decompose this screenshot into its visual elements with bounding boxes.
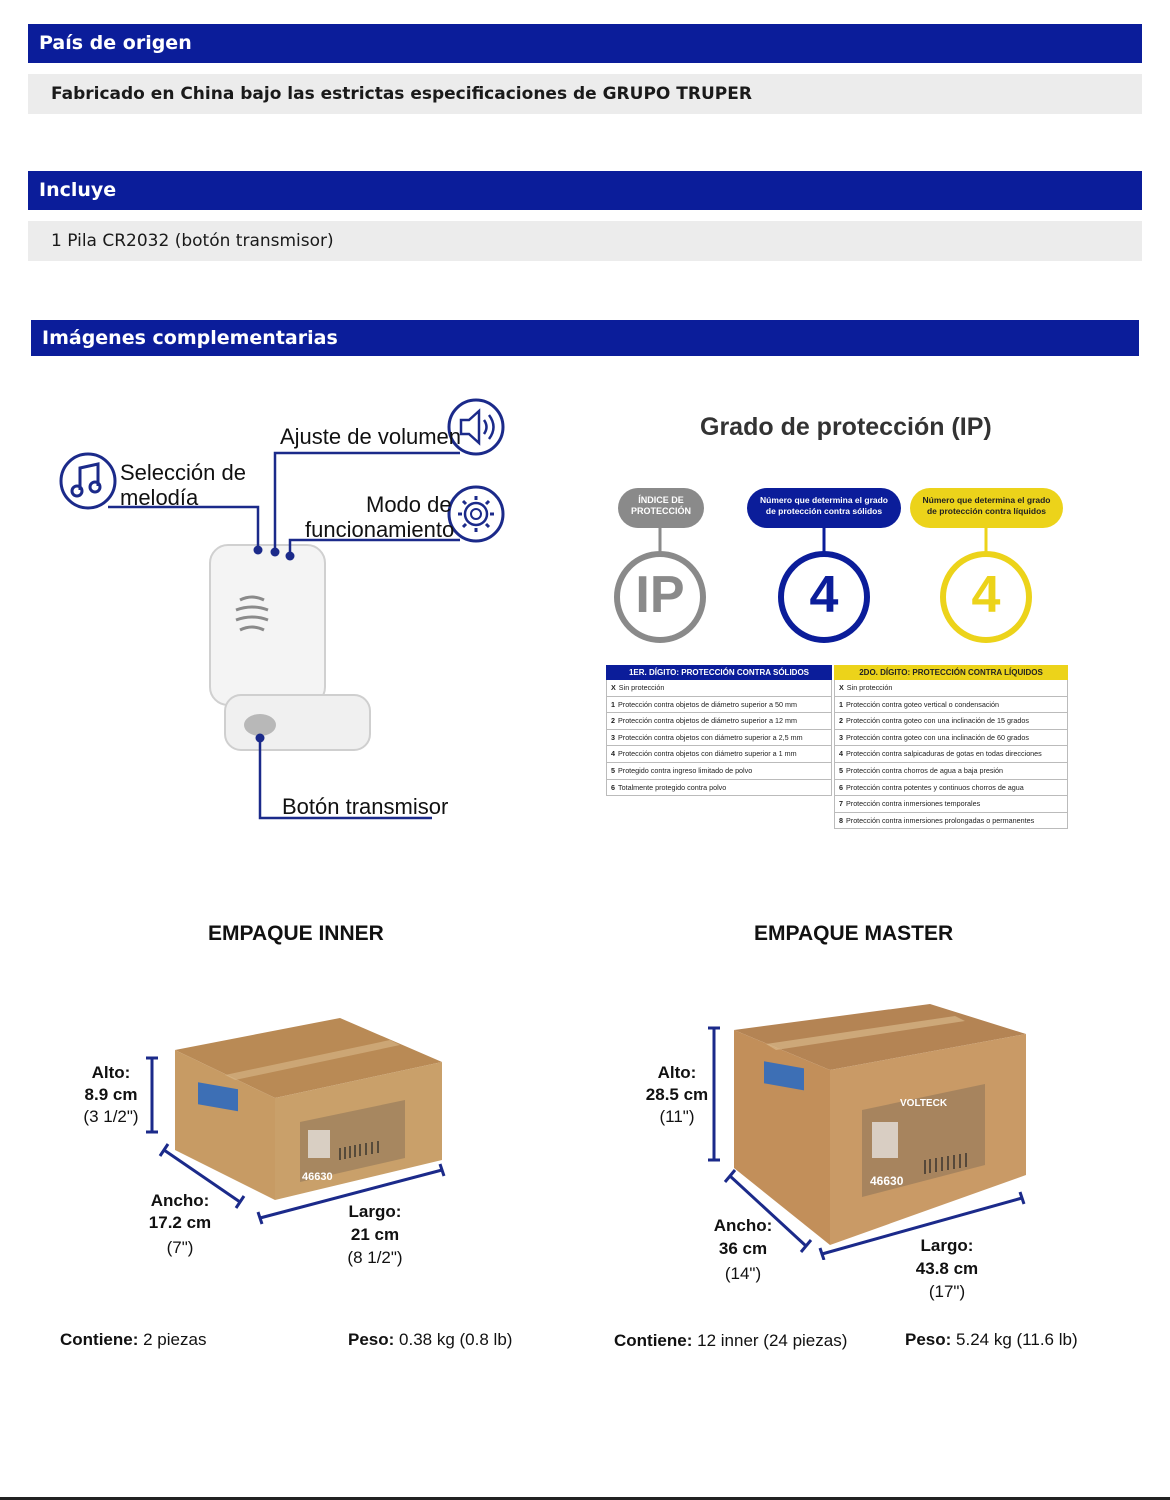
inner-peso: Peso: 0.38 kg (0.8 lb)	[348, 1330, 513, 1349]
includes-section-title: Incluye	[28, 171, 1142, 210]
liquids-row-key: 1	[839, 699, 843, 709]
liquids-row	[834, 680, 1068, 697]
origin-section-body: Fabricado en China bajo las estrictas especificaciones de GRUPO TRUPER	[28, 74, 1142, 114]
solids-row-key: 2	[611, 716, 615, 726]
liquids-row-text: Protección contra inmersiones temporales	[846, 799, 981, 809]
inner-title: EMPAQUE INNER	[208, 922, 384, 945]
ip-title: Grado de protección (IP)	[700, 413, 992, 441]
solids-row-text: Totalmente protegido contra polvo	[618, 782, 727, 792]
liquids-row	[834, 813, 1068, 830]
liquids-table	[834, 665, 1068, 829]
mode-label-line1: Modo de	[366, 492, 452, 517]
master-contiene: Contiene: 12 inner (24 piezas)	[614, 1331, 848, 1350]
solids-row-text: Protección contra objetos de diámetro superior a 12 mm	[618, 716, 797, 726]
liquids-row-text: Protección contra salpicaduras de gotas en todas direcciones	[846, 749, 1042, 759]
solids-row	[606, 746, 832, 763]
solids-row-text: Protegido contra ingreso limitado de polvo	[618, 765, 753, 775]
solids-table-header: 1ER. DÍGITO: PROTECCIÓN CONTRA SÓLIDOS	[606, 665, 832, 680]
solids-row-key: 4	[611, 749, 615, 759]
inner-alto: Alto: 8.9 cm (3 1/2")	[83, 1063, 139, 1126]
liquids-table-header: 2DO. DÍGITO: PROTECCIÓN CONTRA LÍQUIDOS	[834, 665, 1068, 680]
solids-row-text: Protección contra objetos con diámetro superior a 1 mm	[618, 749, 797, 759]
product-diagram	[40, 390, 530, 830]
images-section-title: Imágenes complementarias	[31, 320, 1139, 356]
includes-section-body: 1 Pila CR2032 (botón transmisor)	[28, 221, 1142, 261]
pill-liquids-text: Número que determina el grado de protección contra líquidos	[922, 495, 1051, 516]
liquids-row-key: 4	[839, 749, 843, 759]
melody-label-line1: Selección de	[120, 460, 246, 485]
liquids-row	[834, 796, 1068, 813]
master-box-brand: VOLTECK	[900, 1098, 948, 1109]
master-ancho: Ancho: 36 cm (14")	[713, 1216, 773, 1283]
liquids-row-text: Protección contra goteo con una inclinación de 60 grados	[846, 732, 1030, 742]
origin-section-title: País de origen	[28, 24, 1142, 63]
receiver-device	[210, 545, 325, 705]
ip-circle-text: IP	[635, 566, 685, 624]
solids-table	[606, 665, 832, 796]
solids-row	[606, 763, 832, 780]
pill-solids-text: Número que determina el grado de protección contra sólidos	[760, 495, 888, 516]
liquids-row	[834, 746, 1068, 763]
solids-row	[606, 680, 832, 697]
master-largo: Largo: 43.8 cm (17")	[915, 1236, 979, 1301]
liquids-row-key: X	[839, 683, 844, 692]
liquids-row-key: 3	[839, 732, 843, 742]
liquids-row-text: Protección contra inmersiones prolongadas o permanentes	[846, 815, 1035, 825]
transmitter-label: Botón transmisor	[282, 794, 449, 819]
mode-label-line2: funcionamiento	[305, 517, 455, 542]
liquids-row-key: 5	[839, 765, 843, 775]
master-box-code: 46630	[870, 1174, 904, 1188]
liquids-row	[834, 763, 1068, 780]
liquids-row	[834, 730, 1068, 747]
liquids-row	[834, 697, 1068, 714]
solids-row-key: 1	[611, 699, 615, 709]
solids-row-key: 6	[611, 782, 615, 792]
inner-box-code: 46630	[302, 1171, 333, 1183]
solids-circle-text: 4	[809, 566, 839, 624]
solids-row	[606, 780, 832, 797]
melody-label-line2: melodía	[120, 485, 199, 510]
solids-row	[606, 713, 832, 730]
solids-row-key: 5	[611, 765, 615, 775]
liquids-row-key: 8	[839, 815, 843, 825]
master-alto: Alto: 28.5 cm (11")	[645, 1063, 709, 1126]
master-peso: Peso: 5.24 kg (11.6 lb)	[905, 1330, 1078, 1349]
liquids-row-key: 7	[839, 799, 843, 809]
liquids-row-text: Protección contra potentes y continuos chorros de agua	[846, 782, 1024, 792]
solids-row-key: X	[611, 683, 616, 692]
liquids-row-key: 6	[839, 782, 843, 792]
inner-largo: Largo: 21 cm (8 1/2")	[347, 1202, 403, 1267]
solids-row-text: Sin protección	[618, 683, 665, 692]
liquids-circle-text: 4	[971, 566, 1001, 624]
inner-ancho: Ancho: 17.2 cm (7")	[148, 1191, 212, 1257]
solids-row	[606, 730, 832, 747]
liquids-row-text: Sin protección	[846, 683, 893, 692]
inner-contiene: Contiene: 2 piezas	[60, 1330, 207, 1349]
music-note-icon	[61, 454, 115, 508]
volume-label: Ajuste de volumen	[280, 424, 461, 449]
liquids-row-key: 2	[839, 716, 843, 726]
solids-row-text: Protección contra objetos de diámetro superior a 50 mm	[618, 699, 797, 709]
solids-row-text: Protección contra objetos con diámetro superior a 2,5 mm	[618, 732, 803, 742]
solids-row-key: 3	[611, 732, 615, 742]
pill-index-text: ÍNDICE DE PROTECCIÓN	[630, 495, 691, 516]
master-title: EMPAQUE MASTER	[754, 922, 954, 945]
gear-icon	[449, 487, 503, 541]
solids-row	[606, 697, 832, 714]
liquids-row	[834, 713, 1068, 730]
liquids-row-text: Protección contra goteo vertical o condensación	[846, 699, 1000, 709]
liquids-row-text: Protección contra goteo con una inclinación de 15 grados	[846, 716, 1030, 726]
liquids-row	[834, 780, 1068, 797]
liquids-row-text: Protección contra chorros de agua a baja presión	[846, 765, 1004, 775]
